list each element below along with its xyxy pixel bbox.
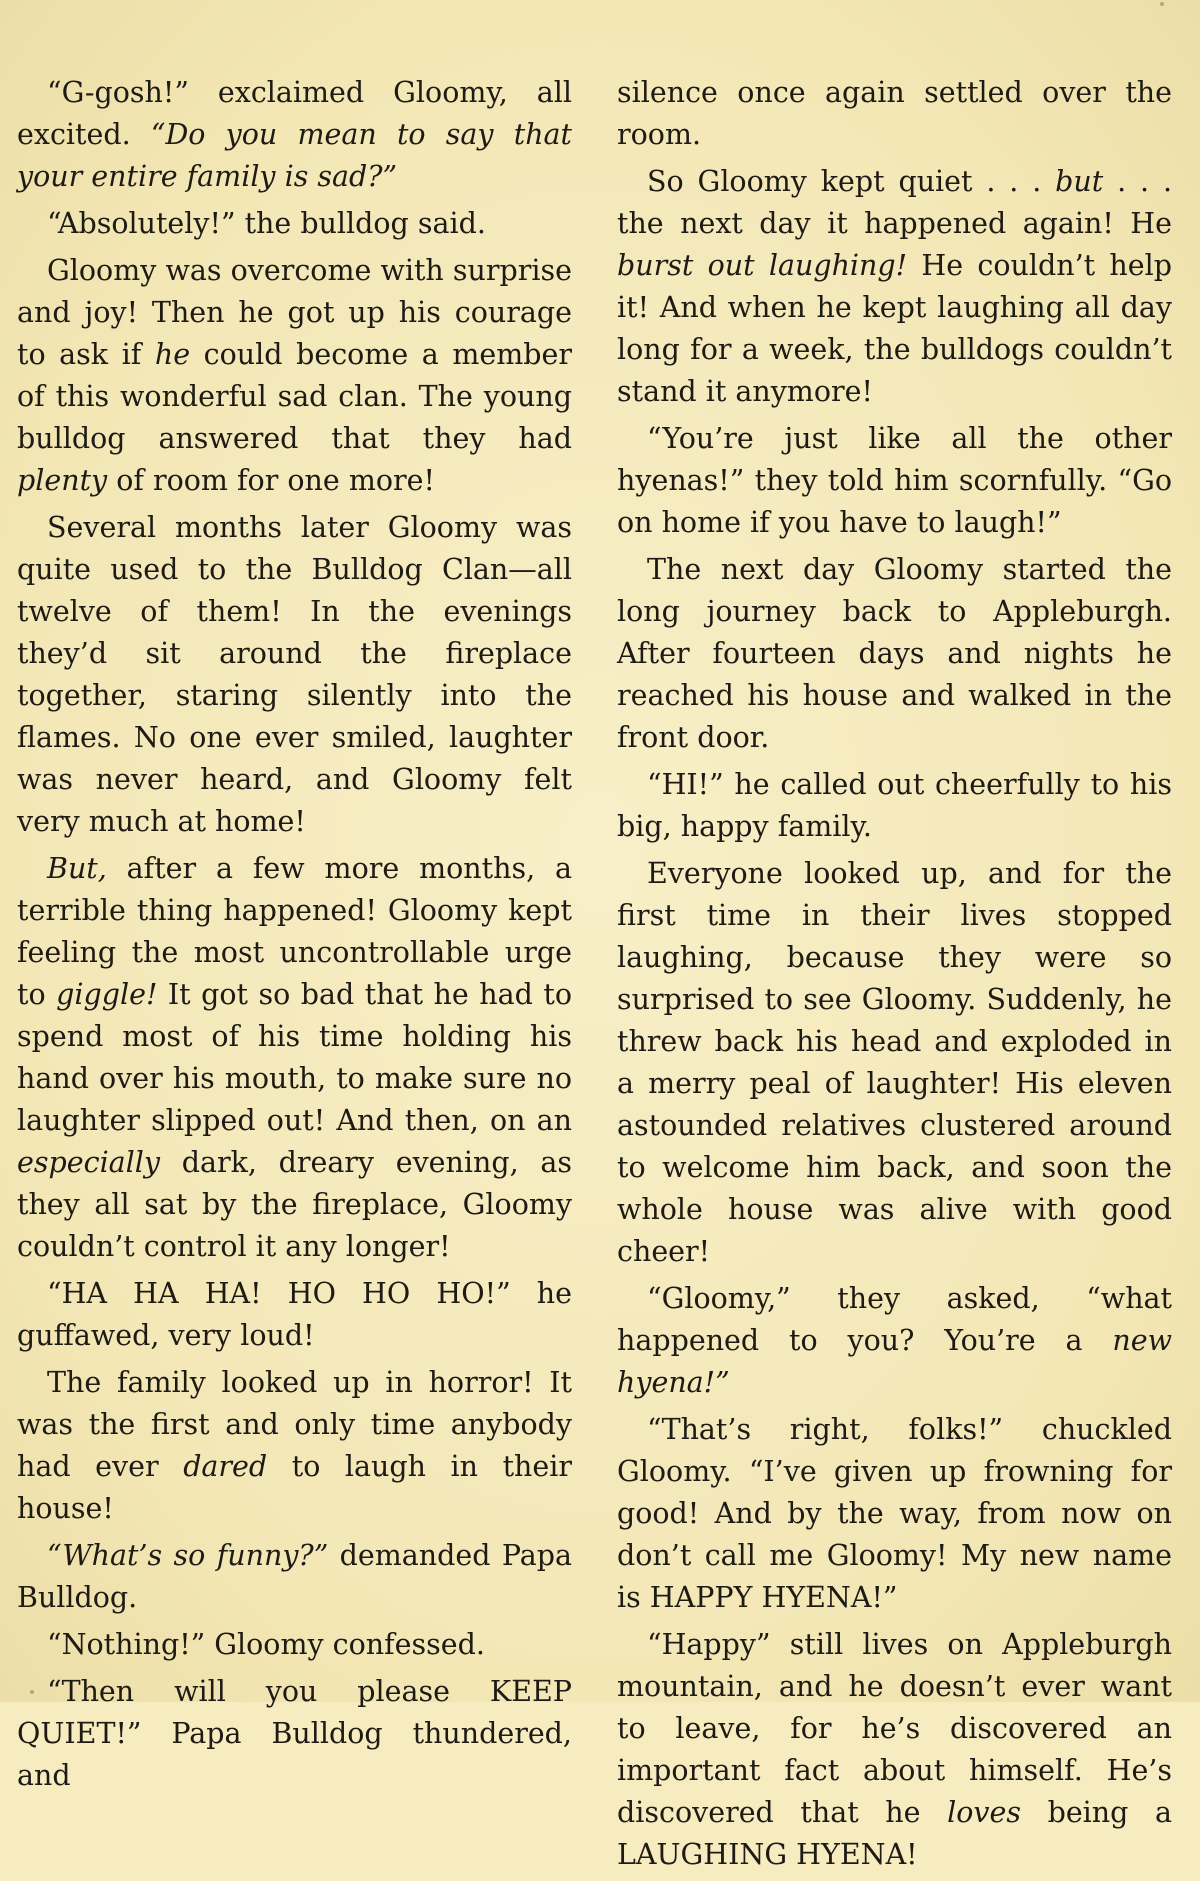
story-paragraph [617, 1624, 1172, 1876]
story-paragraph [617, 1409, 1172, 1619]
story-paragraph [617, 418, 1172, 544]
text-segment: “Nothing!” Gloomy confessed. [47, 1628, 485, 1661]
emphasized-text: “What’s so funny?” [47, 1539, 329, 1572]
emphasized-text: new hyena!” [617, 1324, 1172, 1399]
text-segment: of room for one more! [107, 464, 435, 497]
text-segment: could become a member of this wonderful sad clan. The young bulldog answered that they had [17, 338, 572, 455]
story-paragraph [17, 250, 572, 502]
text-segment: It got so bad that he had to spend most of his time holding his hand over his mouth, to make sure no laughter slipped out! And then, on an [17, 978, 572, 1137]
story-paragraph [17, 72, 572, 198]
left-text-column [17, 72, 572, 1802]
text-segment: demanded Papa Bulldog. [17, 1539, 572, 1614]
text-segment: “Gloomy,” they asked, “what happened to you? You’re a [617, 1282, 1172, 1357]
story-paragraph [617, 764, 1172, 848]
emphasized-text: But, [47, 852, 107, 885]
text-segment: “Absolutely!” the bulldog said. [47, 207, 486, 240]
story-paragraph [17, 1273, 572, 1357]
text-segment: “You’re just like all the other hyenas!” they told him scornfully. “Go on home if you have to laugh!” [617, 422, 1172, 539]
text-segment: “Then will you please KEEP QUIET!” Papa Bulldog thundered, and [17, 1675, 572, 1792]
emphasized-text: giggle! [56, 978, 158, 1011]
print-speck [1160, 2, 1164, 6]
text-segment: to laugh in their house! [17, 1450, 572, 1525]
story-paragraph [617, 549, 1172, 759]
story-paragraph [17, 1671, 572, 1797]
text-segment: . . . the next day it happened again! He [617, 165, 1173, 240]
emphasized-text: especially [17, 1146, 161, 1179]
story-paragraph [617, 72, 1172, 156]
text-segment: after a few more months, a terrible thing happened! Gloomy kept feeling the most uncontrollable urge to [17, 852, 572, 1011]
story-paragraph [17, 1535, 572, 1619]
text-segment: So Gloomy kept quiet . . . [647, 165, 1056, 198]
text-segment: being a LAUGHING HYENA! [617, 1796, 1172, 1871]
story-paragraph [17, 507, 572, 843]
print-speck [30, 1690, 34, 1694]
text-segment: Everyone looked up, and for the first time in their lives stopped laughing, because they were so surprised to see Gloomy. Suddenly, he threw back his head and exploded in a merry peal of laughter! His eleven astounded relatives clustered around to welcome him back, and soon the whole house was alive with good cheer! [617, 857, 1172, 1268]
text-segment: Gloomy was overcome with surprise and joy! Then he got up his courage to ask if [17, 254, 572, 371]
right-text-column [617, 72, 1172, 1881]
emphasized-text: he [154, 338, 191, 371]
emphasized-text: loves [947, 1796, 1021, 1829]
story-paragraph [617, 853, 1172, 1273]
story-paragraph [17, 203, 572, 245]
story-paragraph [17, 1362, 572, 1530]
text-segment: “Happy” still lives on Appleburgh mountain, and he doesn’t ever want to leave, for he’s discovered an important fact about himself. He’s discovered that he [617, 1628, 1172, 1829]
emphasized-text: but [1055, 165, 1104, 198]
text-segment: “That’s right, folks!” chuckled Gloomy. “I’ve given up frowning for good! And by the way, from now on don’t call me Gloomy! My new name is HAPPY HYENA!” [617, 1413, 1172, 1614]
story-paragraph [617, 161, 1172, 413]
text-segment: dark, dreary evening, as they all sat by the fireplace, Gloomy couldn’t control it any longer! [17, 1146, 572, 1263]
story-paragraph [617, 1278, 1172, 1404]
text-segment: silence once again settled over the room. [617, 76, 1172, 151]
text-segment: He couldn’t help it! And when he kept laughing all day long for a week, the bulldogs couldn’t stand it anymore! [617, 249, 1172, 408]
emphasized-text: “Do you mean to say that your entire family is sad?” [17, 118, 573, 193]
text-segment: Several months later Gloomy was quite used to the Bulldog Clan—all twelve of them! In the evenings they’d sit around the fireplace together, staring silently into the flames. No one ever smiled, laughter was never heard, and Gloomy felt very much at home! [17, 511, 572, 838]
text-segment: “HI!” he called out cheerfully to his big, happy family. [617, 768, 1172, 843]
text-segment: “HA HA HA! HO HO HO!” he guffawed, very loud! [17, 1277, 572, 1352]
story-paragraph [17, 848, 572, 1268]
text-segment: The next day Gloomy started the long journey back to Appleburgh. After fourteen days and nights he reached his house and walked in the front door. [617, 553, 1172, 754]
text-segment: The family looked up in horror! It was the first and only time anybody had ever [17, 1366, 572, 1483]
story-paragraph [17, 1624, 572, 1666]
text-segment: “G-gosh!” exclaimed Gloomy, all excited. [17, 76, 572, 151]
emphasized-text: burst out laughing! [617, 249, 908, 282]
emphasized-text: dared [183, 1450, 268, 1483]
emphasized-text: plenty [17, 464, 108, 497]
